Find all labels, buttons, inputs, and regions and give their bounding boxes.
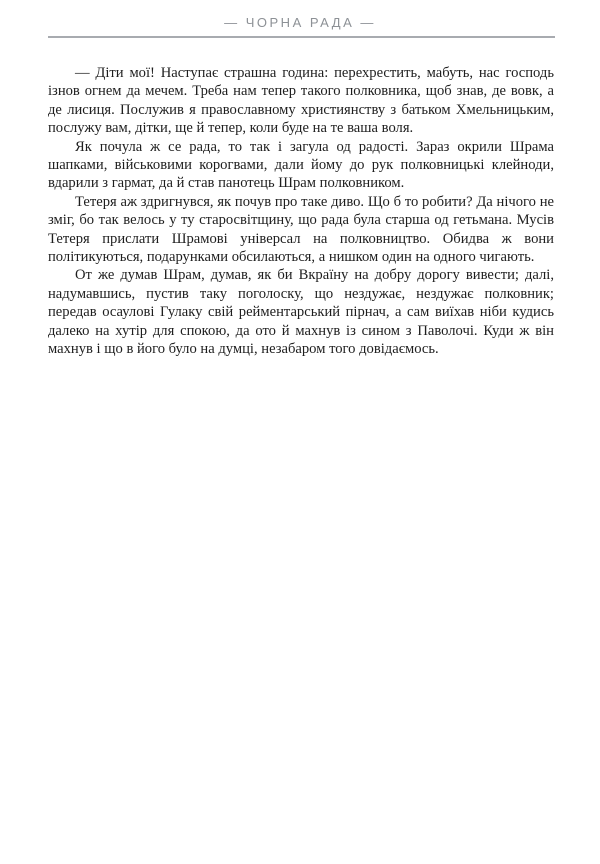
paragraph: Тетеря аж здригнувся, як почув про таке диво. Що б то робити? Да нічого не зміг, бо так велось у ту старосвітщину, що рада була старша од гетьмана. Мусів Тетеря прислати Шрамові універсал на полковництво. Обидва ж вони політикуються, подарунками обсилаються, а нишком один на одного чигають. xyxy=(48,193,554,266)
page-header xyxy=(0,0,600,38)
paragraph: — Діти мої! Наступає страшна година: перехрестить, мабуть, нас господь ізнов огнем да мечем. Треба нам тепер такого полковника, щоб знав, де вовк, а де лисиця. Послужив я православному християнству з батьком Хмельницьким, послужу вам, дітки, ще й тепер, коли буде на те ваша воля. xyxy=(48,65,554,137)
page-body xyxy=(0,38,600,359)
paragraph: От же думав Шрам, думав, як би Вкраїну на добру дорогу вивести; далі, надумавшись, пустив таку поголоску, що нездужає, нездужає полковник; передав осаулові Гулаку свій рейментарський пірнач, а сам виїхав ніби кудись далеко на хутір для спокою, да ото й махнув із сином з Паволочі. Куди ж він махнув і що в його було на думці, незабаром того довідаємось. xyxy=(48,267,554,358)
paragraph: Як почула ж се рада, то так і загула од радості. Зараз окрили Шрама шапками, військовими корогвами, дали йому до рук полковницькі клейноди, вдарили з гармат, да й став панотець Шрам полковником. xyxy=(48,138,554,192)
running-title: — ЧОРНА РАДА — xyxy=(224,15,376,30)
